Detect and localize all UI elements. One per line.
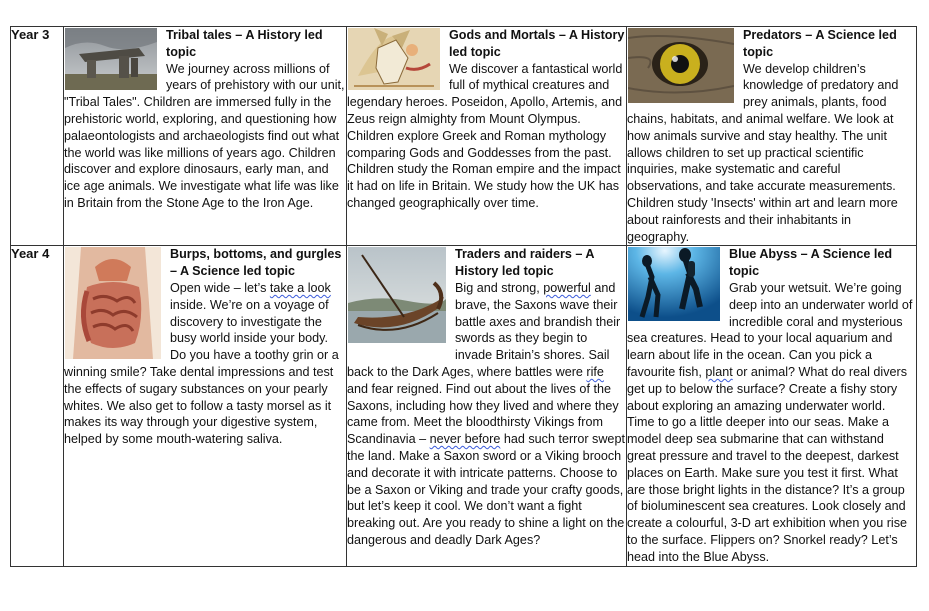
topic-cell [347, 27, 627, 246]
text-segment: and fear reigned. Find out about the lives of the Saxons, including how they lived and where they came from. Meet the bloodthirsty Vikings from Scandinavia – [347, 381, 619, 447]
eagle-eye-image [628, 28, 734, 103]
text-segment: Open wide – let’s [170, 280, 270, 295]
year-label: Year 4 [11, 246, 64, 566]
year-4-row [11, 246, 917, 566]
text-segment: and brave, the Saxons wave their battle axes and brandish their swords as they begin to invade Britain’s shores. Sail back to the Dark Ages, where battles were [347, 280, 621, 379]
topic-cell [64, 27, 347, 246]
topic-title: Blue Abyss – A Science led topic [729, 247, 893, 279]
year-label: Year 3 [11, 27, 64, 246]
topic-title: Tribal tales – A History led topic [166, 28, 323, 59]
topic-cell [64, 246, 347, 566]
text-segment: We journey across millions of years of prehistory with our unit, "Tribal Tales". Children are immersed fully in the prehistoric world, exploring, and questioning how palaeontologists and archaeologists find out what the world was like millions of years ago. Children discover and explore dinosaurs, early man, and ice age animals. We investigate what life was like in Britain from the Stone Age to the Iron Age. [64, 61, 345, 210]
text-segment: Big and strong, [455, 280, 544, 295]
topic-cell [627, 27, 917, 246]
spellcheck-flagged-text: plant [705, 364, 733, 379]
spellcheck-flagged-text: never before [429, 432, 501, 447]
curriculum-table [10, 26, 917, 567]
topic-title: Burps, bottoms, and gurgles – A Science led topic [170, 247, 342, 279]
spellcheck-flagged-text: rife [586, 364, 604, 379]
text-segment: Grab your wetsuit. We’re going deep into an underwater world of incredible coral and mysterious sea creatures. Head to your local aquarium and learn about life in the ocean. Can you pick a favourite fish, [627, 280, 913, 379]
topic-title: Traders and raiders – A History led topic [455, 247, 595, 279]
dolmen-stone-image [65, 28, 157, 90]
text-segment: We develop children’s knowledge of predatory and prey animals, plants, food chains, habitats, and animal welfare. We look at how animals survive and stay healthy. The unit allows children to set up practical scientific inquiries, make systematic and careful observations, and take accurate measurements. Children study 'Insects' within art and learn more about rainforests and their inhabitants in geography. [627, 61, 899, 244]
topic-description [627, 281, 912, 564]
spellcheck-flagged-text: powerful [543, 280, 591, 295]
text-segment: inside. We’re on a voyage of discovery to investigate the busy world inside your body. Do you have a toothy grin or a winning smile? Take dental impressions and test the effects of sugary substances on your pearly whites. We also get to follow a tasty morsel as it makes its way through your digestive system, helped by some mouth-watering saliva. [64, 297, 339, 447]
topic-cell [347, 246, 627, 566]
spellcheck-flagged-text: take a look [269, 280, 331, 295]
digestive-system-image [65, 247, 161, 359]
text-segment: had such terror swept the land. Make a Saxon sword or a Viking brooch and decorate it with intricate patterns. Choose to be a Saxon or Viking and trade your crafty goods, but let’s keep it cool. We don’t want a fight breaking out. Are you ready to shine a light on the dangerous and deadly Dark Ages? [347, 432, 625, 547]
topic-title: Gods and Mortals – A History led topic [449, 28, 625, 59]
year-3-row [11, 27, 917, 246]
scuba-divers-image [628, 247, 720, 321]
mythical-creature-image [348, 28, 440, 90]
text-segment: We discover a fantastical world full of mythical creatures and legendary heroes. Poseidon, Apollo, Artemis, and Zeus reign almighty from Mount Olympus. Children explore Greek and Roman mythology comparing Gods and Goddesses from the past. Children study the Roman empire and the impact it had on life in Britain. We study how the UK has changed geographically over time. [347, 61, 623, 210]
viking-longship-image [348, 247, 446, 343]
topic-title: Predators – A Science led topic [743, 28, 897, 59]
text-segment: or animal? What do real divers get up to below the surface? Create a fishy story about exploring an amazing underwater world. Time to go a little deeper into our seas. Make a model deep sea submarine that can withstand great pressure and travel to the deepest, darkest places on Earth. Make sure you test it first. What are those bright lights in the distance? It’s a group of bioluminescent sea creatures. Look closely and create a colourful, 3-D art exhibition when you rise to the surface. Flippers on? Snorkel ready? Let’s head into the Blue Abyss. [627, 364, 908, 564]
topic-cell [627, 246, 917, 566]
